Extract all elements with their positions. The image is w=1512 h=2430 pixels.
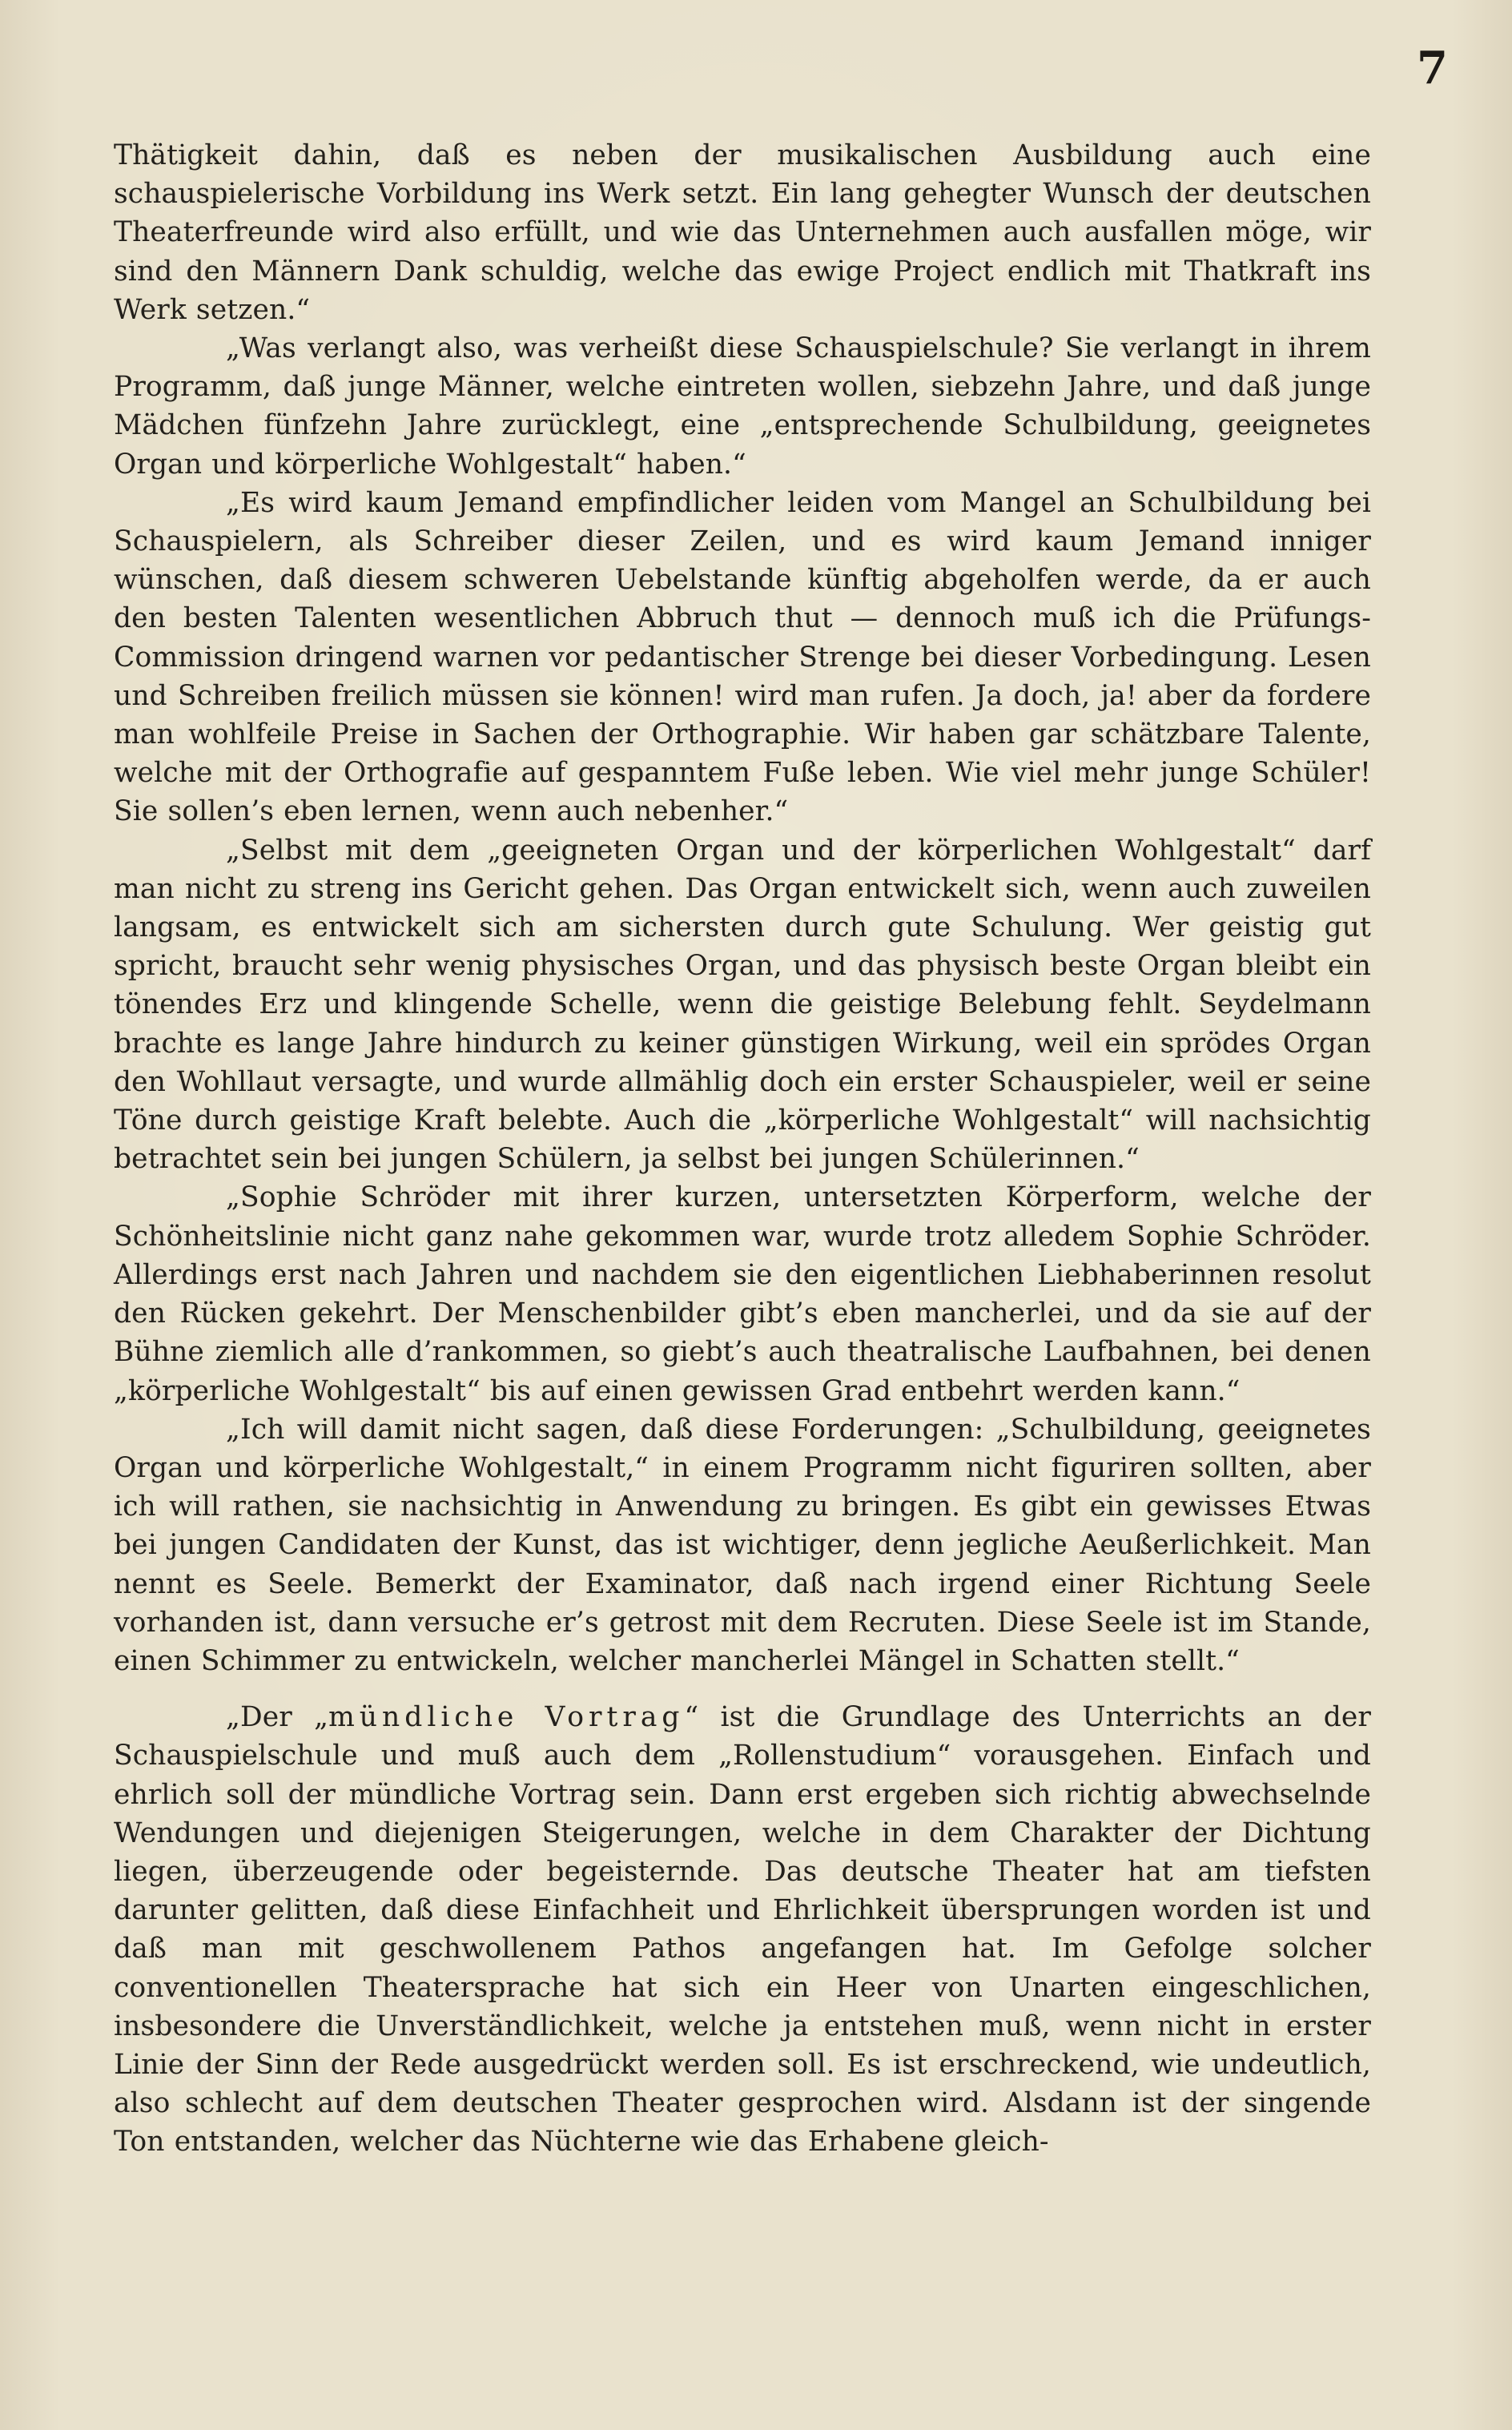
paragraph-7-open-quote: „Der „ xyxy=(226,1701,329,1734)
paragraph-2: „Was verlangt also, was verheißt diese Schauspielschule? Sie verlangt in ihrem Programm, daß junge Männer, welche eintreten wollen, siebzehn Jahre, und daß junge Mädchen fünfzehn Jahre zurücklegt, eine „entsprechende Schulbildung, geeignetes Organ und körperliche Wohlgestalt“ haben.“ xyxy=(114,332,1371,481)
paragraph-7 xyxy=(114,1698,1371,2161)
page-number: 7 xyxy=(1417,42,1448,95)
paragraph-3: „Es wird kaum Jemand empfindlicher leiden vom Mangel an Schulbildung bei Schauspielern, als Schreiber dieser Zeilen, und es wird kaum Jemand inniger wünschen, daß diesem schweren Uebelstande künftig abgeholfen werde, da er auch den besten Talenten wesentlichen Abbruch thut — dennoch muß ich die Prüfungs-Commission dringend warnen vor pedantischer Strenge bei dieser Vorbedingung. Lesen und Schreiben freilich müssen sie können! wird man rufen. Ja doch, ja! aber da fordere man wohlfeile Preise in Sachen der Orthographie. Wir haben gar schätzbare Talente, welche mit der Orthografie auf gespanntem Fuße leben. Wie viel mehr junge Schüler! Sie sollen’s eben lernen, wenn auch nebenher.“ xyxy=(114,486,1371,828)
paragraph-7-rest: “ ist die Grundlage des Unterrichts an der Schauspielschule und muß auch dem „Rollenstudium“ vorausgehen. Einfach und ehrlich soll der mündliche Vortrag sein. Dann erst ergeben sich richtig abwechselnde Wendungen und diejenigen Steigerungen, welche in dem Charakter der Dichtung liegen, überzeugende oder begeisternde. Das deutsche Theater hat am tiefsten darunter gelitten, daß diese Einfachheit und Ehrlichkeit übersprungen worden ist und daß man mit geschwollenem Pathos angefangen hat. Im Gefolge solcher conventionellen Theatersprache hat sich ein Heer von Unarten eingeschlichen, insbesondere die Unverständlichkeit, welche ja entstehen muß, wenn nicht in erster Linie der Sinn der Rede ausgedrückt werden soll. Es ist erschreckend, wie undeutlich, also schlecht auf dem deutschen Theater gesprochen wird. Alsdann ist der singende Ton entstanden, welcher das Nüchterne wie das Erhabene gleich- xyxy=(114,1701,1371,2158)
paragraph-6: „Ich will damit nicht sagen, daß diese Forderungen: „Schulbildung, geeignetes Organ und körperliche Wohlgestalt,“ in einem Programm nicht figuriren sollten, aber ich will rathen, sie nachsichtig in Anwendung zu bringen. Es gibt ein gewisses Etwas bei jungen Candidaten der Kunst, das ist wichtiger, denn jegliche Aeußerlichkeit. Man nennt es Seele. Bemerkt der Examinator, daß nach irgend einer Richtung Seele vorhanden ist, dann versuche er’s getrost mit dem Recruten. Diese Seele ist im Stande, einen Schimmer zu entwickeln, welcher mancherlei Mängel in Schatten stellt.“ xyxy=(114,1413,1371,1677)
paragraph-4: „Selbst mit dem „geeigneten Organ und der körperlichen Wohlgestalt“ darf man nicht zu streng ins Gericht gehen. Das Organ entwickelt sich, wenn auch zuweilen langsam, es entwickelt sich am sichersten durch gute Schulung. Wer geistig gut spricht, braucht sehr wenig physisches Organ, und das physisch beste Organ bleibt ein tönendes Erz und klingende Schelle, wenn die geistige Belebung fehlt. Seydelmann brachte es lange Jahre hindurch zu keiner günstigen Wirkung, weil ein sprödes Organ den Wohllaut versagte, und wurde allmählig doch ein erster Schauspieler, weil er seine Töne durch geistige Kraft belebte. Auch die „körperliche Wohlgestalt“ will nachsichtig betrachtet sein bei jungen Schülern, ja selbst bei jungen Schülerinnen.“ xyxy=(114,834,1371,1176)
body-text xyxy=(114,136,1371,2162)
spaced-term: mündliche Vortrag xyxy=(328,1701,685,1734)
paragraph-5: „Sophie Schröder mit ihrer kurzen, untersetzten Körperform, welche der Schönheitslinie nicht ganz nahe gekommen war, wurde trotz alledem Sophie Schröder. Allerdings erst nach Jahren und nachdem sie den eigentlichen Liebhaberinnen resolut den Rücken gekehrt. Der Menschenbilder gibt’s eben mancherlei, und da sie auf der Bühne ziemlich alle d’rankommen, so giebt’s auch theatralische Laufbahnen, bei denen „körperliche Wohlgestalt“ bis auf einen gewissen Grad entbehrt werden kann.“ xyxy=(114,1181,1371,1407)
paragraph-1: Thätigkeit dahin, daß es neben der musikalischen Ausbildung auch eine schauspielerische Vorbildung ins Werk setzt. Ein lang gehegter Wunsch der deutschen Theaterfreunde wird also erfüllt, und wie das Unternehmen auch ausfallen möge, wir sind den Männern Dank schuldig, welche das ewige Project endlich mit Thatkraft ins Werk setzen.“ xyxy=(114,139,1371,326)
